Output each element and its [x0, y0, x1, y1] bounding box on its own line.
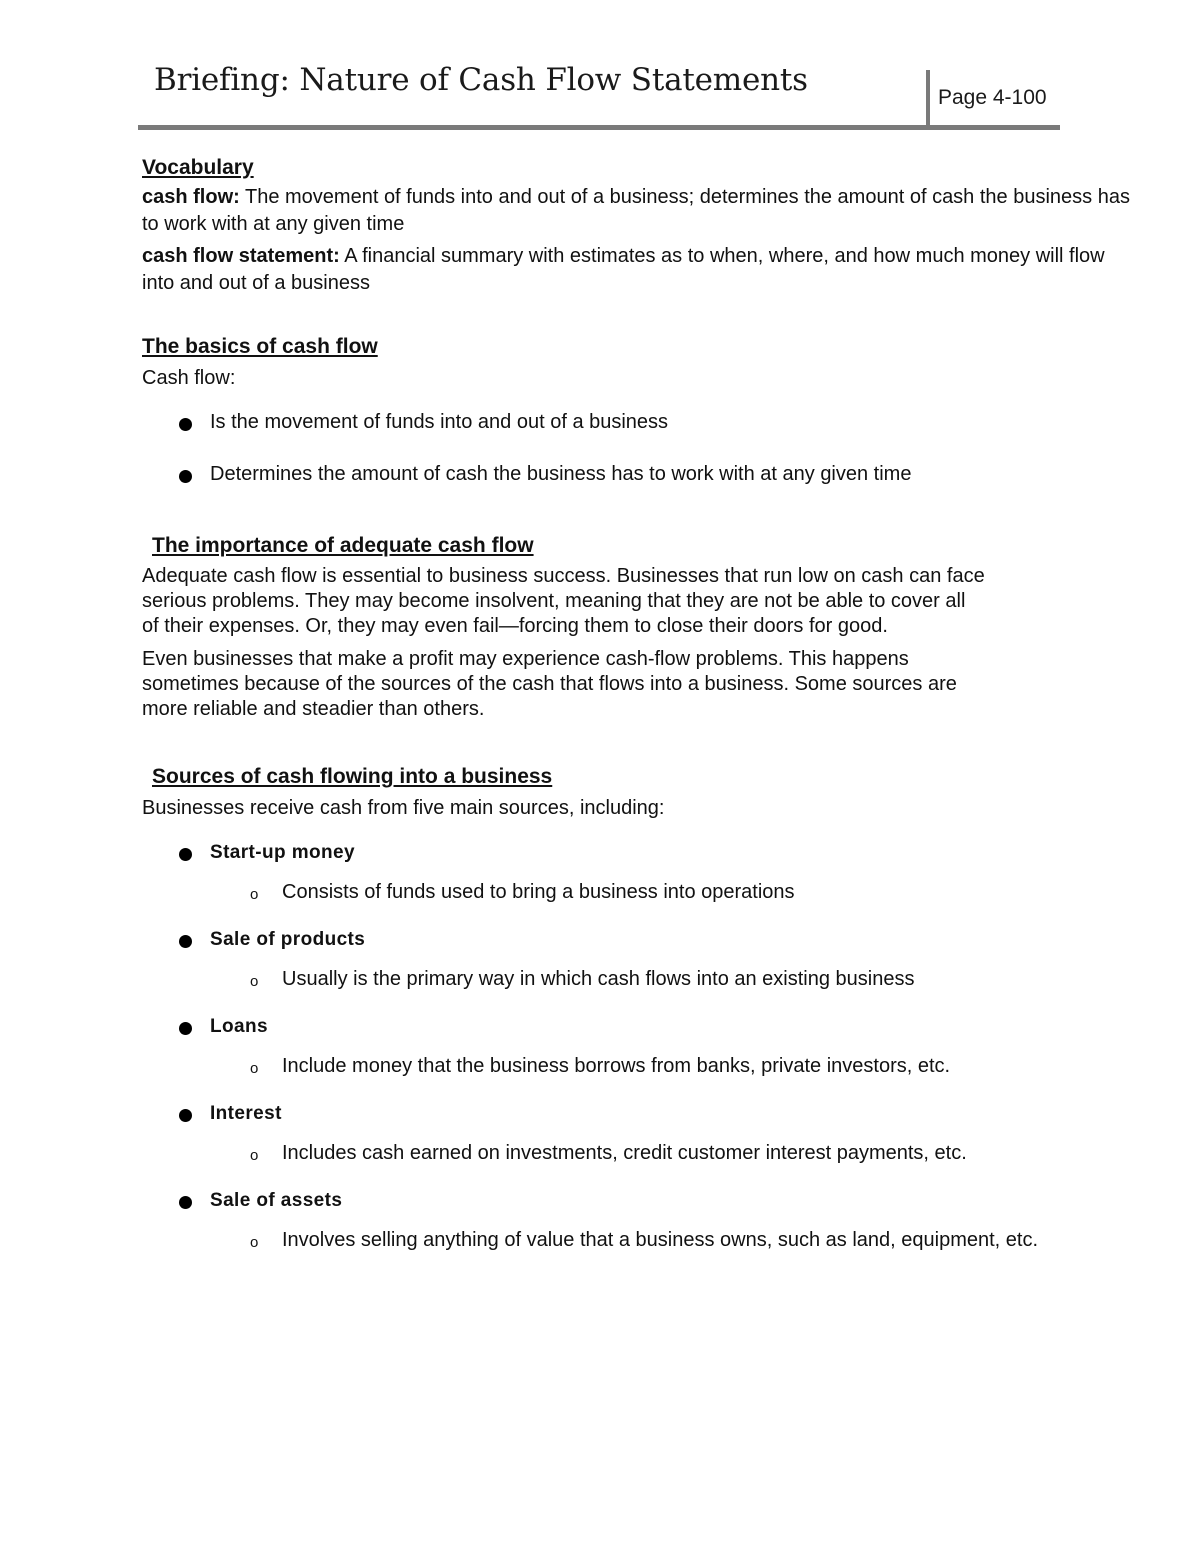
page-number: Page 4-100: [938, 86, 1047, 109]
source-label: Interest: [210, 1103, 282, 1124]
sub-list-item: [142, 1053, 1132, 1080]
bullet-dot-icon: [179, 1022, 192, 1035]
source-item: [142, 1100, 1132, 1167]
vocab-entry: [142, 184, 1132, 238]
header-title: Briefing: Nature of Cash Flow Statements: [154, 62, 808, 98]
bullet-text: Is the movement of funds into and out of a business: [210, 411, 669, 433]
sub-list-item: [142, 966, 1132, 993]
sub-list-item: [142, 1140, 1132, 1167]
source-detail: Involves selling anything of value that a business owns, such as land, equipment, etc.: [282, 1229, 1039, 1251]
sources-intro: Businesses receive cash from five main sources, including:: [142, 797, 665, 819]
bullet-dot-icon: [179, 848, 192, 861]
list-item: [142, 1187, 1132, 1214]
list-item: [142, 1100, 1132, 1127]
text-line: Even businesses that make a profit may experience cash-flow problems. This happens: [142, 648, 909, 670]
vocab-definition: The movement of funds into and out of a business; determines the amount of cash the business has to work with at any given time: [142, 186, 1130, 235]
sub-bullet-icon: o: [250, 886, 259, 903]
bullet-dot-icon: [179, 1109, 192, 1122]
source-item: [142, 839, 1132, 906]
sub-list-item: [142, 1227, 1132, 1254]
sources-heading: Sources of cash flowing into a business: [152, 765, 553, 788]
document-body: [142, 154, 1132, 1254]
text-line: sometimes because of the sources of the cash that flows into a business. Some sources are: [142, 673, 957, 695]
sub-bullet-icon: o: [250, 1147, 259, 1164]
source-detail: Include money that the business borrows from banks, private investors, etc.: [282, 1055, 951, 1077]
source-label: Sale of assets: [210, 1190, 343, 1211]
header-rule: [138, 125, 1060, 130]
bullet-dot-icon: [179, 935, 192, 948]
list-item: [142, 1013, 1132, 1040]
source-detail: Usually is the primary way in which cash flows into an existing business: [282, 968, 915, 990]
source-item: [142, 926, 1132, 993]
source-detail: Includes cash earned on investments, credit customer interest payments, etc.: [282, 1142, 967, 1164]
list-item: [142, 839, 1132, 866]
text-line: more reliable and steadier than others.: [142, 698, 485, 720]
source-label: Start-up money: [210, 842, 355, 863]
list-item: [142, 409, 1132, 436]
vocab-term: cash flow:: [142, 186, 240, 208]
vocabulary-heading: Vocabulary: [142, 156, 254, 179]
vocab-definition: A financial summary with estimates as to when, where, and how much money will flow into and out of a business: [142, 245, 1105, 294]
vocab-entry: [142, 243, 1132, 297]
sub-bullet-icon: o: [250, 1234, 259, 1251]
source-detail: Consists of funds used to bring a business into operations: [282, 881, 795, 903]
source-item: [142, 1013, 1132, 1080]
bullet-dot-icon: [179, 1196, 192, 1209]
list-item: [142, 926, 1132, 953]
vocab-term: cash flow statement:: [142, 245, 340, 267]
source-label: Loans: [210, 1016, 268, 1037]
header-divider: [926, 70, 930, 128]
bullet-dot-icon: [179, 418, 192, 431]
bullet-text: Determines the amount of cash the business has to work with at any given time: [210, 463, 912, 485]
basics-heading: The basics of cash flow: [142, 335, 378, 358]
list-item: [142, 461, 1132, 488]
sub-bullet-icon: o: [250, 1060, 259, 1077]
text-line: Adequate cash flow is essential to business success. Businesses that run low on cash can face: [142, 565, 985, 587]
importance-heading: The importance of adequate cash flow: [152, 534, 534, 557]
text-line: of their expenses. Or, they may even fail—forcing them to close their doors for good.: [142, 615, 888, 637]
importance-paragraph: [142, 647, 1132, 722]
bullet-dot-icon: [179, 470, 192, 483]
source-item: [142, 1187, 1132, 1254]
basics-intro: Cash flow:: [142, 367, 236, 389]
importance-paragraph: [142, 564, 1132, 639]
text-line: serious problems. They may become insolvent, meaning that they are not be able to cover all: [142, 590, 966, 612]
sub-bullet-icon: o: [250, 973, 259, 990]
sub-list-item: [142, 879, 1132, 906]
source-label: Sale of products: [210, 929, 366, 950]
